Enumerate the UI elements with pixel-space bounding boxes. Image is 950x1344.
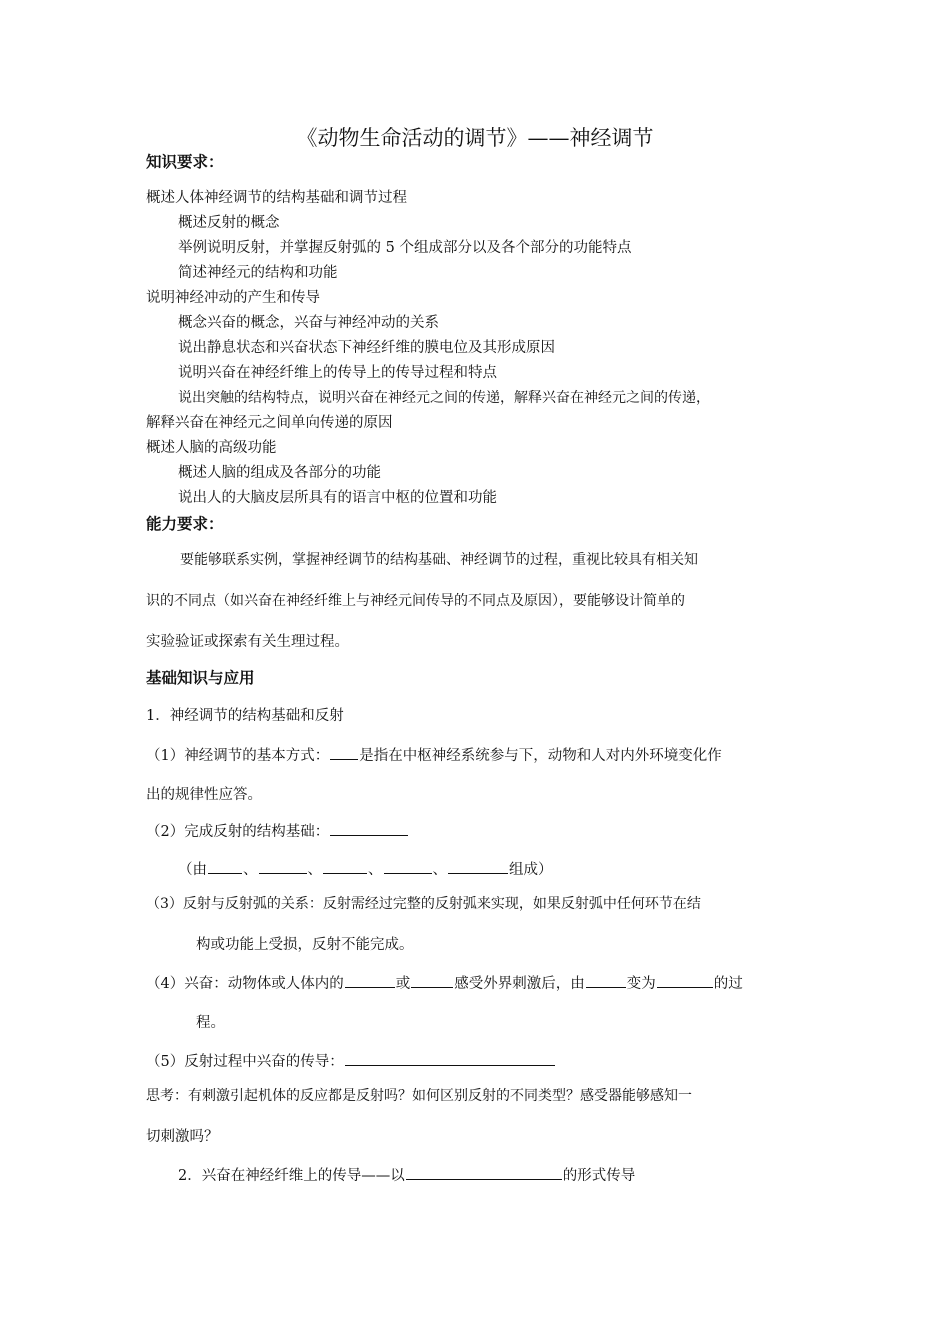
- knowledge-heading: 知识要求：: [146, 153, 224, 171]
- question-1-2-components: [178, 858, 553, 880]
- question-text: 的过: [713, 976, 743, 992]
- answer-blank[interactable]: [330, 820, 408, 836]
- separator: 、: [368, 862, 383, 878]
- question-1-5: [146, 1050, 556, 1072]
- answer-blank[interactable]: [345, 1050, 555, 1066]
- question-text: 组成）: [509, 862, 553, 878]
- page-title: 《动物生命活动的调节》——神经调节: [296, 126, 654, 150]
- knowledge-item: 概述人体神经调节的结构基础和调节过程: [146, 190, 407, 206]
- question-text: （2）完成反射的结构基础：: [146, 824, 330, 840]
- basics-heading: 基础知识与应用: [146, 669, 255, 687]
- question-text: （1）神经调节的基本方式：: [146, 748, 330, 764]
- question-text: 的形式传导: [562, 1168, 636, 1184]
- ability-paragraph-line: 实验验证或探索有关生理过程。: [146, 634, 349, 650]
- question-text: 是指在中枢神经系统参与下，动物和人对内外环境变化作: [359, 748, 722, 764]
- answer-blank[interactable]: [657, 972, 713, 988]
- think-question: 思考：有刺激引起机体的反应都是反射吗？如何区别反射的不同类型？感受器能够感知一: [146, 1088, 692, 1104]
- knowledge-subitem: 概述人脑的组成及各部分的功能: [178, 465, 381, 481]
- knowledge-subitem: 概述反射的概念: [178, 215, 280, 231]
- question-1-2: [146, 820, 409, 842]
- knowledge-subitem: 举例说明反射，并掌握反射弧的 5 个组成部分以及各个部分的功能特点: [178, 240, 632, 256]
- knowledge-subitem: 概念兴奋的概念，兴奋与神经冲动的关系: [178, 315, 439, 331]
- question-1-3: （3）反射与反射弧的关系：反射需经过完整的反射弧来实现，如果反射弧中任何环节在结: [146, 896, 701, 912]
- think-question-continued: 切刺激吗？: [146, 1129, 219, 1145]
- knowledge-subitem: 简述神经元的结构和功能: [178, 265, 338, 281]
- knowledge-subitem: 说出人的大脑皮层所具有的语言中枢的位置和功能: [178, 490, 497, 506]
- answer-blank[interactable]: [208, 858, 242, 874]
- question-1-1-continued: 出的规律性应答。: [146, 787, 262, 803]
- question-1-1: [146, 744, 722, 766]
- answer-blank[interactable]: [384, 858, 432, 874]
- knowledge-subitem-continued: 解释兴奋在神经元之间单向传递的原因: [146, 415, 393, 431]
- ability-paragraph-line: 识的不同点（如兴奋在神经纤维上与神经元间传导的不同点及原因），要能够设计简单的: [146, 593, 685, 609]
- knowledge-subitem: 说明兴奋在神经纤维上的传导上的传导过程和特点: [178, 365, 497, 381]
- separator: 、: [432, 862, 447, 878]
- knowledge-item: 概述人脑的高级功能: [146, 440, 277, 456]
- answer-blank[interactable]: [323, 858, 367, 874]
- ability-heading: 能力要求：: [146, 515, 224, 533]
- answer-blank[interactable]: [411, 972, 453, 988]
- knowledge-subitem: 说出突触的结构特点，说明兴奋在神经元之间的传递，解释兴奋在神经元之间的传递，: [178, 390, 710, 406]
- question-1-title: 1．神经调节的结构基础和反射: [146, 708, 344, 724]
- answer-blank[interactable]: [345, 972, 395, 988]
- answer-blank[interactable]: [586, 972, 626, 988]
- question-1-3-continued: 构或功能上受损，反射不能完成。: [196, 937, 414, 953]
- answer-blank[interactable]: [448, 858, 508, 874]
- question-text: （4）兴奋：动物体或人体内的: [146, 976, 344, 992]
- separator: 、: [243, 862, 258, 878]
- question-text: （5）反射过程中兴奋的传导：: [146, 1054, 344, 1070]
- separator: 、: [307, 862, 322, 878]
- ability-paragraph-line: 要能够联系实例，掌握神经调节的结构基础、神经调节的过程，重视比较具有相关知: [180, 552, 698, 568]
- answer-blank[interactable]: [330, 744, 358, 760]
- question-text: 或: [395, 976, 411, 992]
- question-text: （由: [178, 862, 207, 878]
- question-text: 感受外界刺激后，由: [454, 976, 585, 992]
- answer-blank[interactable]: [406, 1164, 562, 1180]
- answer-blank[interactable]: [259, 858, 307, 874]
- knowledge-subitem: 说出静息状态和兴奋状态下神经纤维的膜电位及其形成原因: [178, 340, 555, 356]
- knowledge-item: 说明神经冲动的产生和传导: [146, 290, 320, 306]
- question-2: [178, 1164, 635, 1186]
- question-text: 2．兴奋在神经纤维上的传导——以: [178, 1168, 405, 1184]
- question-1-4-continued: 程。: [196, 1015, 225, 1031]
- question-1-4: [146, 972, 743, 994]
- question-text: 变为: [626, 976, 656, 992]
